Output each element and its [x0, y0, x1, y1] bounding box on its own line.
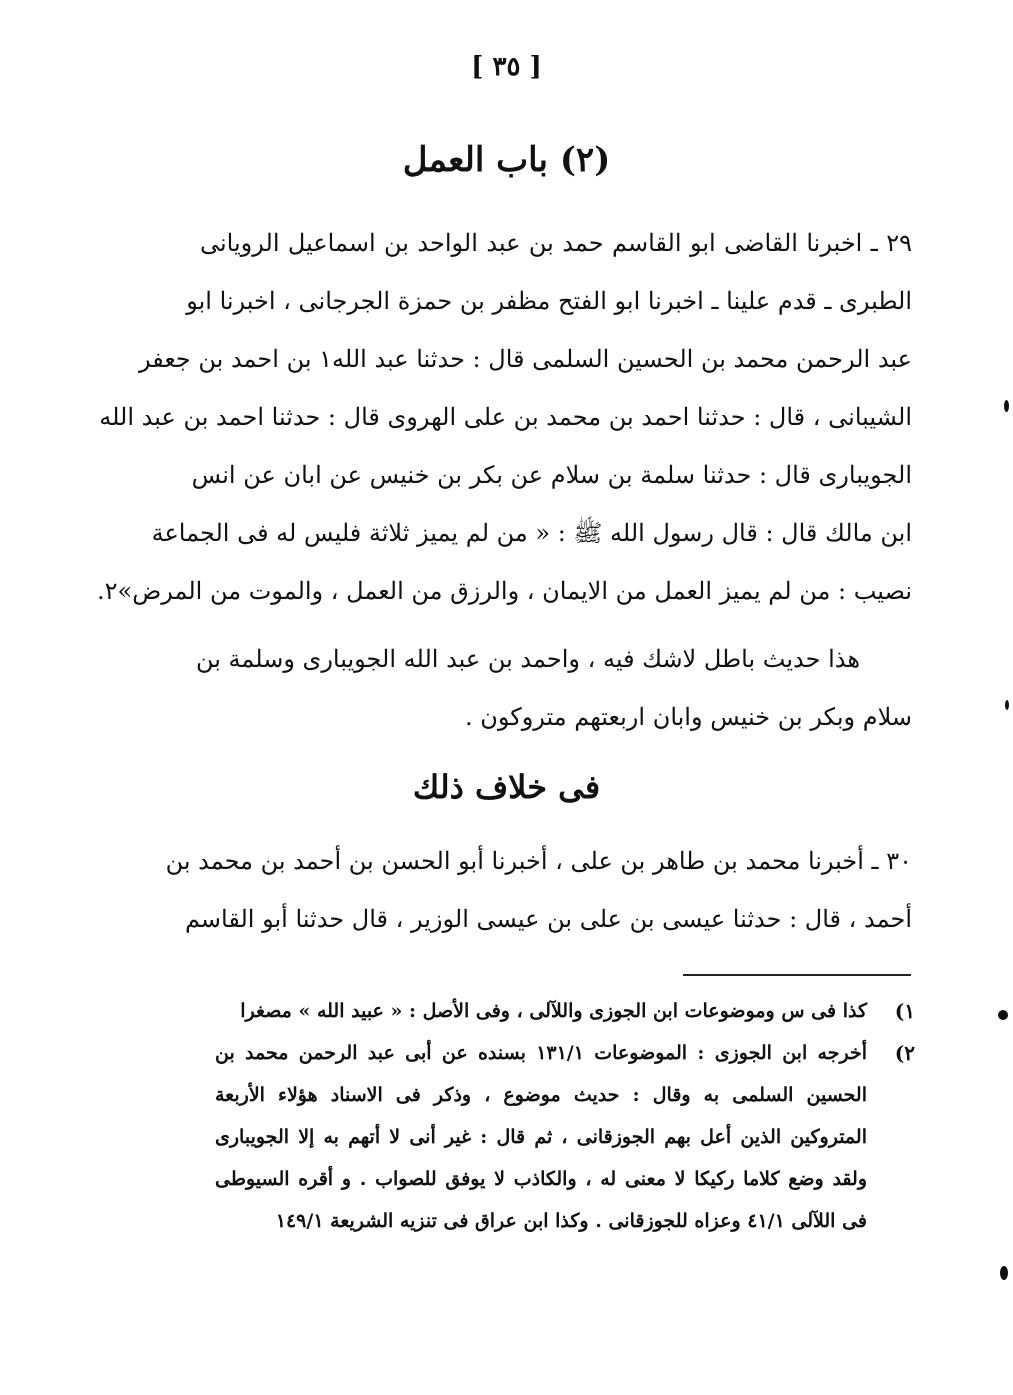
text-line: الشيبانى ، قال : حدثنا احمد بن محمد بن على الهروى قال : حدثنا احمد بن عبد الله	[99, 403, 912, 431]
footnote-line: أخرجه ابن الجوزى : الموضوعات ١٣١/١ بسنده عن أبى عبد الرحمن محمد بن	[215, 1042, 867, 1064]
page-number: [ ٣٥ ]	[471, 52, 542, 82]
scan-speck	[1005, 700, 1009, 710]
text-line: ٣٠ ـ أخبرنا محمد بن طاهر بن على ، أخبرنا أبو الحسن بن أحمد بن محمد بن	[165, 847, 912, 875]
text-line: أحمد ، قال : حدثنا عيسى بن على بن عيسى الوزير ، قال حدثنا أبو القاسم	[184, 905, 912, 933]
scan-speck	[1004, 400, 1009, 412]
scan-speck	[1000, 1266, 1008, 1280]
text-line: عبد الرحمن محمد بن الحسين السلمى قال : حدثنا عبد الله١ بن احمد بن جعفر	[138, 345, 912, 373]
hadith-30-paragraph	[165, 832, 912, 948]
footnote-line: المتروكين الذين أعل بهم الجوزقانى ، ثم قال : غير أنى لا أتهم به إلا الجويبارى	[215, 1126, 867, 1148]
text-line: ابن مالك قال : قال رسول الله ﷺ : « من لم يميز ثلاثة فليس له فى الجماعة	[151, 519, 912, 547]
footnote-line: فى اللآلى ٤١/١ وعزاه للجوزقانى . وكذا ابن عراق فى تنزيه الشريعة ١٤٩/١	[275, 1210, 867, 1232]
commentary-paragraph	[195, 630, 912, 746]
footnotes	[215, 990, 915, 1242]
footnote-1	[215, 990, 915, 1032]
footnote-line: كذا فى س وموضوعات ابن الجوزى واللآلى ، وفى الأصل : « عبيد الله » مصغرا	[240, 1000, 867, 1022]
text-line: الجويبارى قال : حدثنا سلمة بن سلام عن بكر بن خنيس عن ابان عن انس	[191, 461, 912, 489]
text-line: هذا حديث باطل لاشك فيه ، واحمد بن عبد الله الجويبارى وسلمة بن	[195, 645, 860, 673]
text-line: ٢٩ ـ اخبرنا القاضى ابو القاسم حمد بن عبد الواحد بن اسماعيل الرويانى	[200, 229, 912, 257]
footnote-2	[215, 1032, 915, 1242]
text-line: الطبرى ـ قدم علينا ـ اخبرنا ابو الفتح مظفر بن حمزة الجرجانى ، اخبرنا ابو	[186, 287, 912, 315]
footnote-marker: ٢)	[894, 1041, 915, 1065]
hadith-29-paragraph	[97, 214, 912, 620]
scan-speck	[998, 1010, 1008, 1020]
footnote-marker: ١)	[894, 999, 915, 1023]
chapter-title: (٢) باب العمل	[402, 140, 611, 180]
footnote-divider	[683, 974, 911, 976]
text-line: نصيب : من لم يميز العمل من الايمان ، والرزق من العمل ، والموت من المرض»٢.	[97, 577, 912, 605]
footnote-line: الحسين السلمى به وقال : حديث موضوع ، وذكر فى الاسناد هؤلاء الأربعة	[215, 1084, 867, 1106]
section-title: فى خلاف ذلك	[412, 768, 601, 806]
footnote-line: ولقد وضع كلاما ركيكا لا معنى له ، والكاذب لا يوفق للصواب . و أقره السيوطى	[215, 1168, 867, 1190]
text-line: سلام وبكر بن خنيس وابان اربعتهم متروكون .	[465, 703, 912, 731]
